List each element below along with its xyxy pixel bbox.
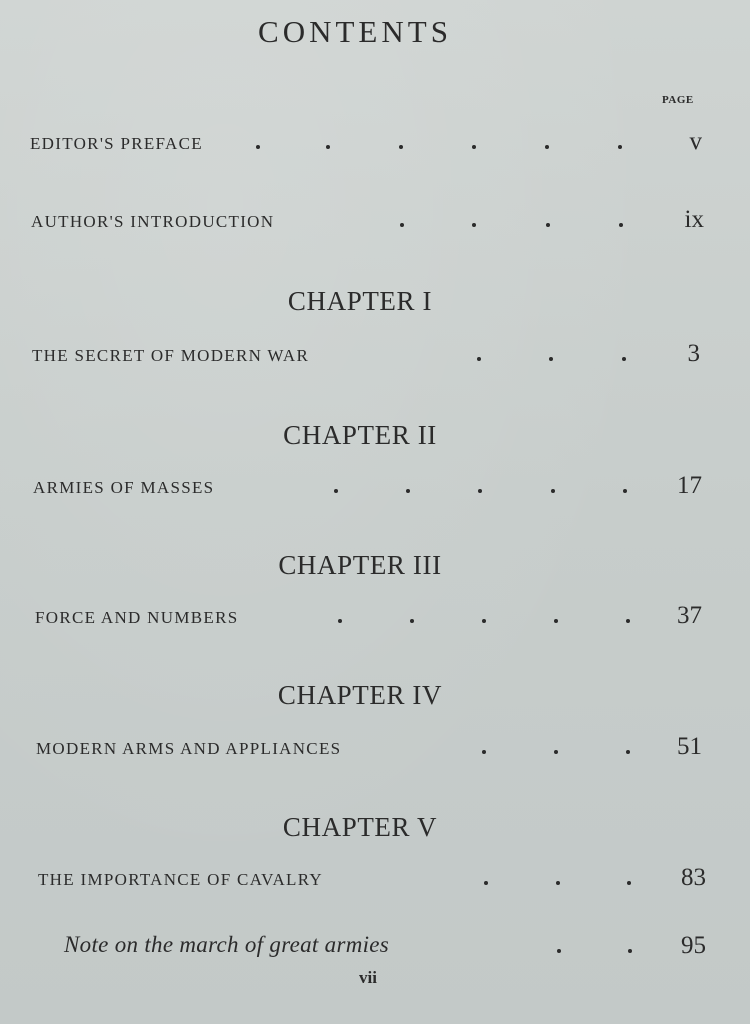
toc-page-number: 3 bbox=[687, 340, 700, 367]
toc-entry-title: MODERN ARMS AND APPLIANCES bbox=[36, 739, 342, 758]
toc-page-number: 17 bbox=[677, 472, 702, 499]
leader-dot bbox=[484, 881, 488, 885]
leader-dot bbox=[626, 750, 630, 754]
leader-dot bbox=[472, 223, 476, 227]
toc-page-number: 95 bbox=[681, 932, 706, 959]
chapter-heading-5: CHAPTER V bbox=[282, 812, 438, 842]
toc-page-number: v bbox=[689, 128, 702, 155]
toc-page-number: 37 bbox=[677, 602, 702, 629]
toc-page-number: 83 bbox=[681, 864, 706, 891]
toc-entry-title: THE SECRET OF MODERN WAR bbox=[32, 346, 310, 365]
leader-dot bbox=[545, 145, 549, 149]
toc-entry-note-on-march bbox=[0, 922, 750, 962]
leader-dot bbox=[477, 357, 481, 361]
leader-dot bbox=[623, 489, 627, 493]
toc-entry-title: FORCE AND NUMBERS bbox=[35, 608, 239, 627]
toc-entry-modern-arms bbox=[0, 723, 750, 763]
toc-page-number: ix bbox=[684, 206, 704, 233]
contents-title: CONTENTS bbox=[258, 14, 452, 49]
toc-entry-armies-of-masses bbox=[0, 462, 750, 502]
leader-dot bbox=[622, 357, 626, 361]
leader-dot bbox=[400, 223, 404, 227]
leader-dot bbox=[326, 145, 330, 149]
chapter-heading-2: CHAPTER II bbox=[283, 420, 437, 450]
toc-entry-force-and-numbers bbox=[0, 592, 750, 632]
leader-dot bbox=[627, 881, 631, 885]
leader-dot bbox=[482, 619, 486, 623]
toc-entry-title: Note on the march of great armies bbox=[64, 932, 390, 957]
leader-dot bbox=[628, 949, 632, 953]
toc-entry-title: EDITOR'S PREFACE bbox=[30, 134, 203, 153]
leader-dot bbox=[482, 750, 486, 754]
leader-dot bbox=[554, 619, 558, 623]
chapter-heading-1: CHAPTER I bbox=[287, 286, 433, 316]
leader-dot bbox=[256, 145, 260, 149]
leader-dot bbox=[338, 619, 342, 623]
page-column-label: PAGE bbox=[662, 94, 694, 106]
leader-dot bbox=[619, 223, 623, 227]
leader-dot bbox=[556, 881, 560, 885]
toc-entry-title: AUTHOR'S INTRODUCTION bbox=[31, 212, 275, 231]
toc-entry-importance-of-cavalry bbox=[0, 854, 750, 894]
leader-dot bbox=[554, 750, 558, 754]
toc-entry-editors-preface bbox=[0, 118, 750, 158]
leader-dot bbox=[618, 145, 622, 149]
leader-dot bbox=[478, 489, 482, 493]
leader-dot bbox=[334, 489, 338, 493]
leader-dot bbox=[410, 619, 414, 623]
leader-dot bbox=[472, 145, 476, 149]
leader-dot bbox=[626, 619, 630, 623]
toc-page-number: 51 bbox=[677, 733, 702, 760]
chapter-heading-3: CHAPTER III bbox=[278, 550, 442, 580]
page-folio: vii bbox=[359, 968, 377, 987]
toc-entry-secret-of-modern-war bbox=[0, 330, 750, 370]
toc-entry-authors-introduction bbox=[0, 196, 750, 236]
toc-entry-title: THE IMPORTANCE OF CAVALRY bbox=[38, 870, 324, 889]
leader-dot bbox=[557, 949, 561, 953]
toc-entry-title: ARMIES OF MASSES bbox=[33, 478, 215, 497]
leader-dot bbox=[399, 145, 403, 149]
leader-dot bbox=[549, 357, 553, 361]
chapter-heading-4: CHAPTER IV bbox=[277, 680, 443, 710]
leader-dot bbox=[551, 489, 555, 493]
leader-dot bbox=[546, 223, 550, 227]
leader-dot bbox=[406, 489, 410, 493]
